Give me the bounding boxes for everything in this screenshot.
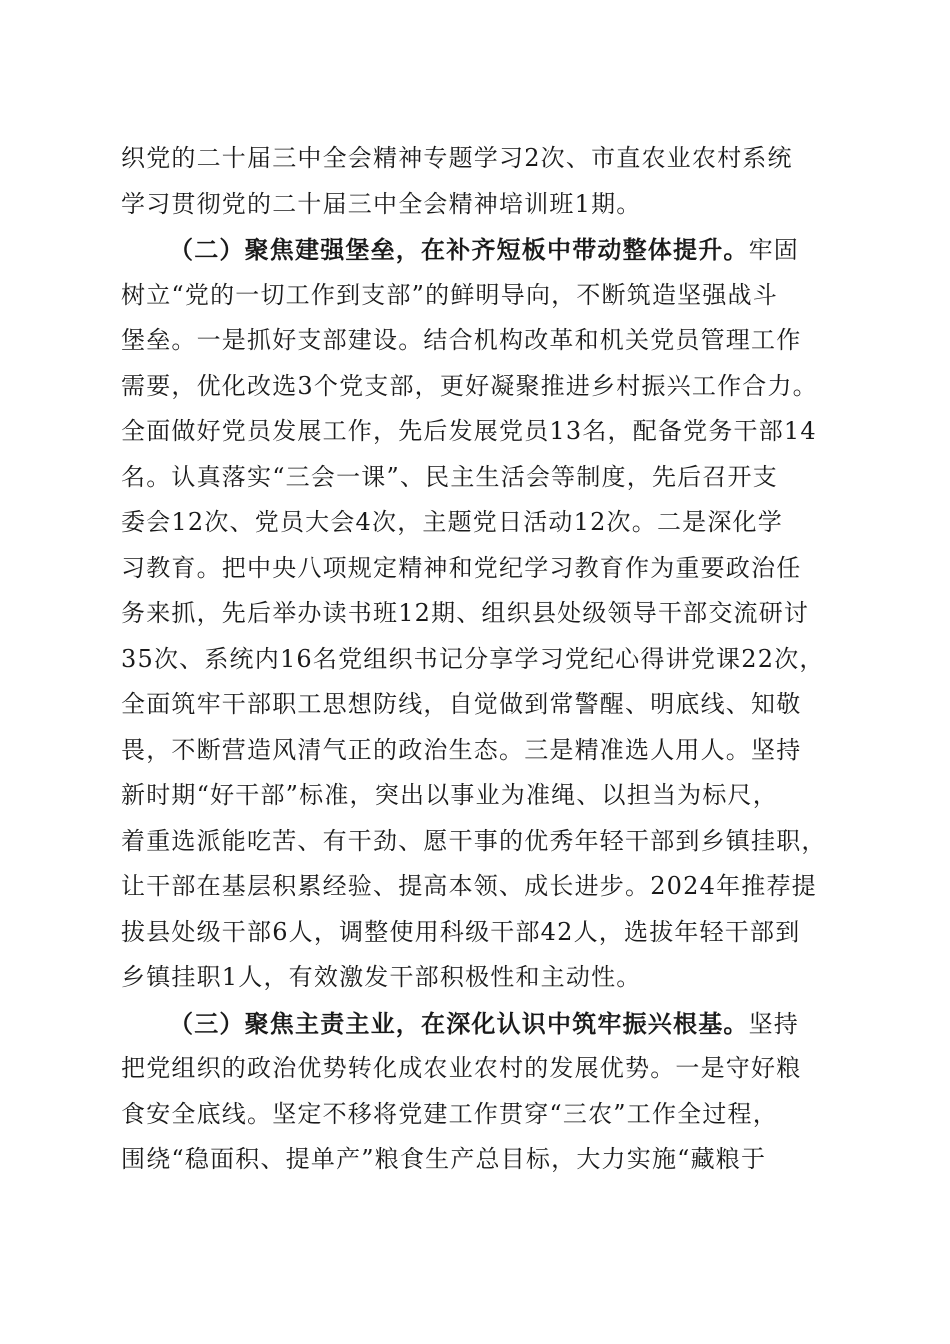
section-heading: （二）聚焦建强堡垒，在补齐短板中带动整体提升。 (169, 235, 749, 264)
text-line: 新时期“好干部”标准，突出以事业为准绳、以担当为标尺， (121, 781, 778, 809)
text-line: 让干部在基层积累经验、提高本领、成长进步。2024年推荐提 (121, 872, 817, 900)
text-line: 织党的二十届三中全会精神专题学习2次、市直农业农村系统 (121, 144, 793, 172)
text-line: 需要，优化改选3个党支部，更好凝聚推进乡村振兴工作合力。 (121, 371, 818, 400)
section-heading-line (121, 227, 841, 273)
text-line: 树立“党的一切工作到支部”的鲜明导向，不断筑造坚强战斗 (121, 280, 778, 309)
text-fragment: 坚持 (748, 1009, 800, 1038)
text-line: 着重选派能吃苦、有干劲、愿干事的优秀年轻干部到乡镇挂职， (121, 826, 827, 855)
text-line: 畏，不断营造风清气正的政治生态。三是精准选人用人。坚持 (121, 735, 802, 764)
text-line: 围绕“稳面积、提单产”粮食生产总目标，大力实施“藏粮于 (121, 1145, 767, 1173)
section-heading: （三）聚焦主责主业，在深化认识中筑牢振兴根基。 (169, 1008, 749, 1038)
text-line: 食安全底线。坚定不移将党建工作贯穿“三农”工作全过程， (121, 1099, 778, 1128)
text-line: 35次、系统内16名党组织书记分享学习党纪心得讲党课22次， (121, 644, 825, 673)
text-line: 堡垒。一是抓好支部建设。结合机构改革和机关党员管理工作 (121, 326, 802, 354)
text-line: 务来抓，先后举办读书班12期、组织县处级领导干部交流研讨 (121, 599, 810, 627)
text-line: 习教育。把中央八项规定精神和党纪学习教育作为重要政治任 (121, 553, 802, 582)
document-body (121, 136, 841, 1183)
text-line: 把党组织的政治优势转化成农业农村的发展优势。一是守好粮 (121, 1054, 802, 1082)
text-line: 全面筑牢干部职工思想防线，自觉做到常警醒、明底线、知敬 (121, 690, 802, 718)
text-line: 委会12次、党员大会4次，主题党日活动12次。二是深化学 (121, 508, 783, 536)
text-fragment: 牢固 (748, 236, 800, 264)
text-line: 乡镇挂职1人，有效激发干部积极性和主动性。 (121, 963, 642, 991)
text-line: 名。认真落实“三会一课”、民主生活会等制度，先后召开支 (121, 462, 778, 491)
text-line: 学习贯彻党的二十届三中全会精神培训班1期。 (121, 189, 642, 218)
text-line: 全面做好党员发展工作，先后发展党员13名，配备党务干部14 (121, 417, 817, 445)
text-line: 拔县处级干部6人，调整使用科级干部42人，选拔年轻干部到 (121, 917, 801, 946)
section-heading-line (121, 1001, 841, 1047)
